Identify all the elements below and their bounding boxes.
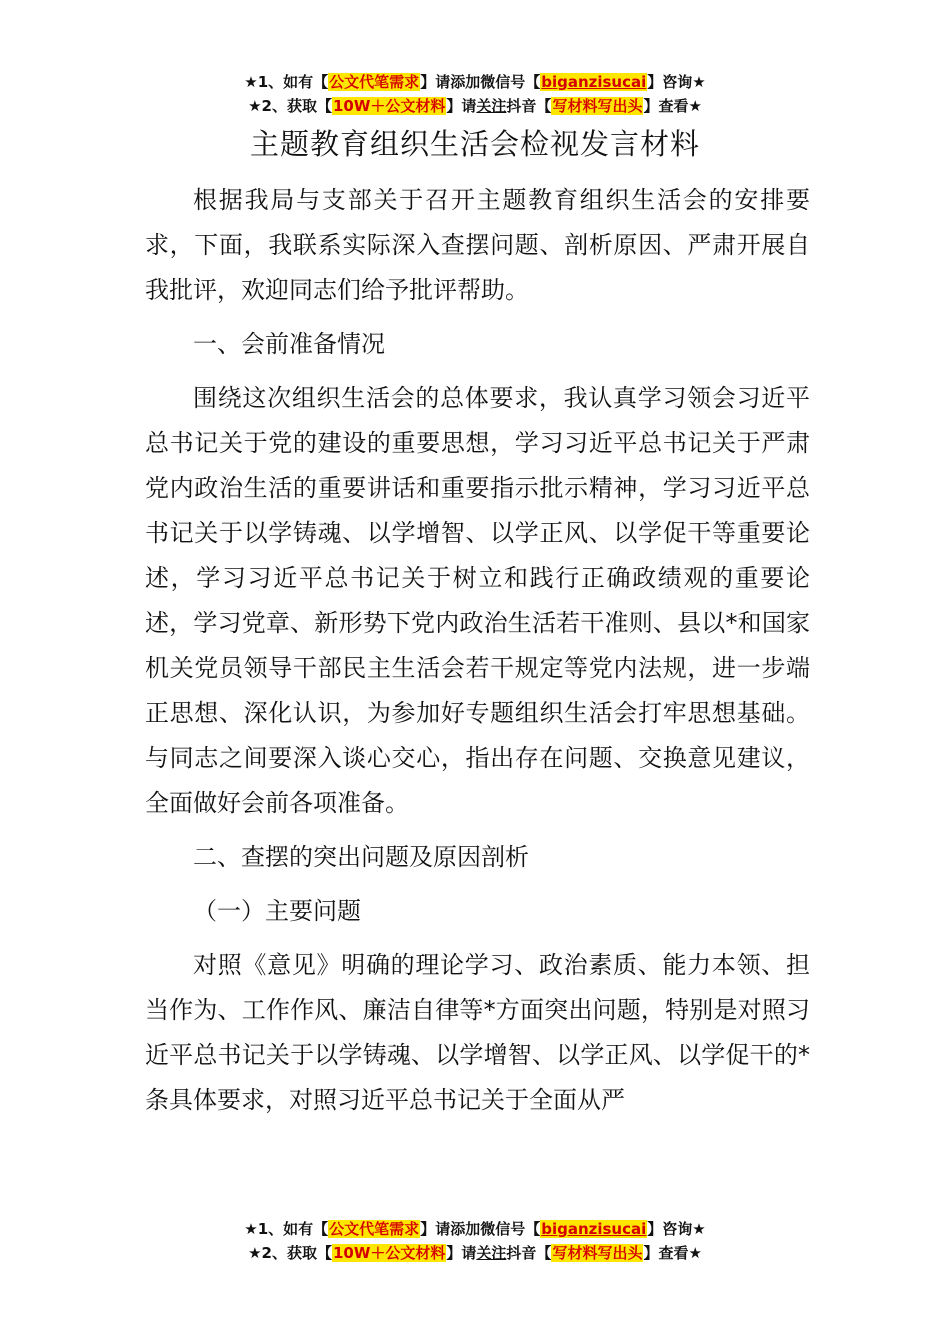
document-title: 主题教育组织生活会检视发言材料 (249, 127, 700, 161)
banner-text: 】咨询★ (647, 1220, 706, 1238)
banner-line-1 (0, 70, 950, 94)
banner-text: 】请添加微信号【 (420, 1220, 541, 1238)
subsection-heading-1: （一）主要问题 (193, 897, 361, 925)
banner-text: ★2、获取【 (248, 97, 332, 115)
banner-highlight: 写材料写出头 (552, 97, 643, 115)
banner-text: 抖音【 (506, 1244, 552, 1262)
banner-text: 】请添加微信号【 (420, 73, 541, 91)
paragraph-problems: 对照《意见》明确的理论学习、政治素质、能力本领、担当作为、工作作风、廉洁自律等*方面突出问题，特别是对照习近平总书记关于以学铸魂、以学增智、以学正风、以学促干的*条具体要求，对照习近平总书记关于全面从严 (145, 951, 810, 1114)
banner-text: ★1、如有【 (244, 1220, 329, 1238)
banner-highlight: 10W＋公文材料 (332, 1244, 446, 1262)
banner-text: 抖音【 (506, 97, 552, 115)
section-heading-2: 二、查摆的突出问题及原因剖析 (193, 843, 529, 871)
banner-highlight: 写材料写出头 (552, 1244, 643, 1262)
paragraph-intro: 根据我局与支部关于召开主题教育组织生活会的安排要求，下面，我联系实际深入查摆问题、剖析原因、严肃开展自我批评，欢迎同志们给予批评帮助。 (145, 186, 810, 304)
wechat-id-link[interactable]: biganzisucai (541, 73, 647, 91)
follow-link[interactable]: 关注 (476, 1244, 507, 1262)
banner-text: 】请 (446, 1244, 477, 1262)
banner-text: ★1、如有【 (244, 73, 329, 91)
banner-text: ★2、获取【 (248, 1244, 332, 1262)
top-banner (0, 70, 950, 118)
banner-highlight: 公文代笔需求 (329, 1220, 420, 1238)
paragraph-preparation: 围绕这次组织生活会的总体要求，我认真学习领会习近平总书记关于党的建设的重要思想，学习习近平总书记关于严肃党内政治生活的重要讲话和重要指示批示精神，学习习近平总书记关于以学铸魂、以学增智、以学正风、以学促干等重要论述，学习习近平总书记关于树立和践行正确政绩观的重要论述，学习党章、新形势下党内政治生活若干准则、县以*和国家机关党员领导干部民主生活会若干规定等党内法规，进一步端正思想、深化认识，为参加好专题组织生活会打牢思想基础。与同志之间要深入谈心交心，指出存在问题、交换意见建议，全面做好会前各项准备。 (145, 384, 810, 817)
follow-link[interactable]: 关注 (476, 97, 507, 115)
section-heading-1: 一、会前准备情况 (193, 330, 385, 358)
banner-highlight: 公文代笔需求 (329, 73, 420, 91)
document-body (145, 178, 810, 1132)
banner-text: 】咨询★ (647, 73, 706, 91)
banner-text: 】查看★ (643, 97, 702, 115)
wechat-id-link[interactable]: biganzisucai (541, 1220, 647, 1238)
bottom-banner (0, 1217, 950, 1265)
banner-text: 】查看★ (643, 1244, 702, 1262)
banner-line-1 (0, 1217, 950, 1241)
banner-line-2 (0, 1241, 950, 1265)
banner-text: 】请 (446, 97, 477, 115)
banner-highlight: 10W＋公文材料 (332, 97, 446, 115)
banner-line-2 (0, 94, 950, 118)
